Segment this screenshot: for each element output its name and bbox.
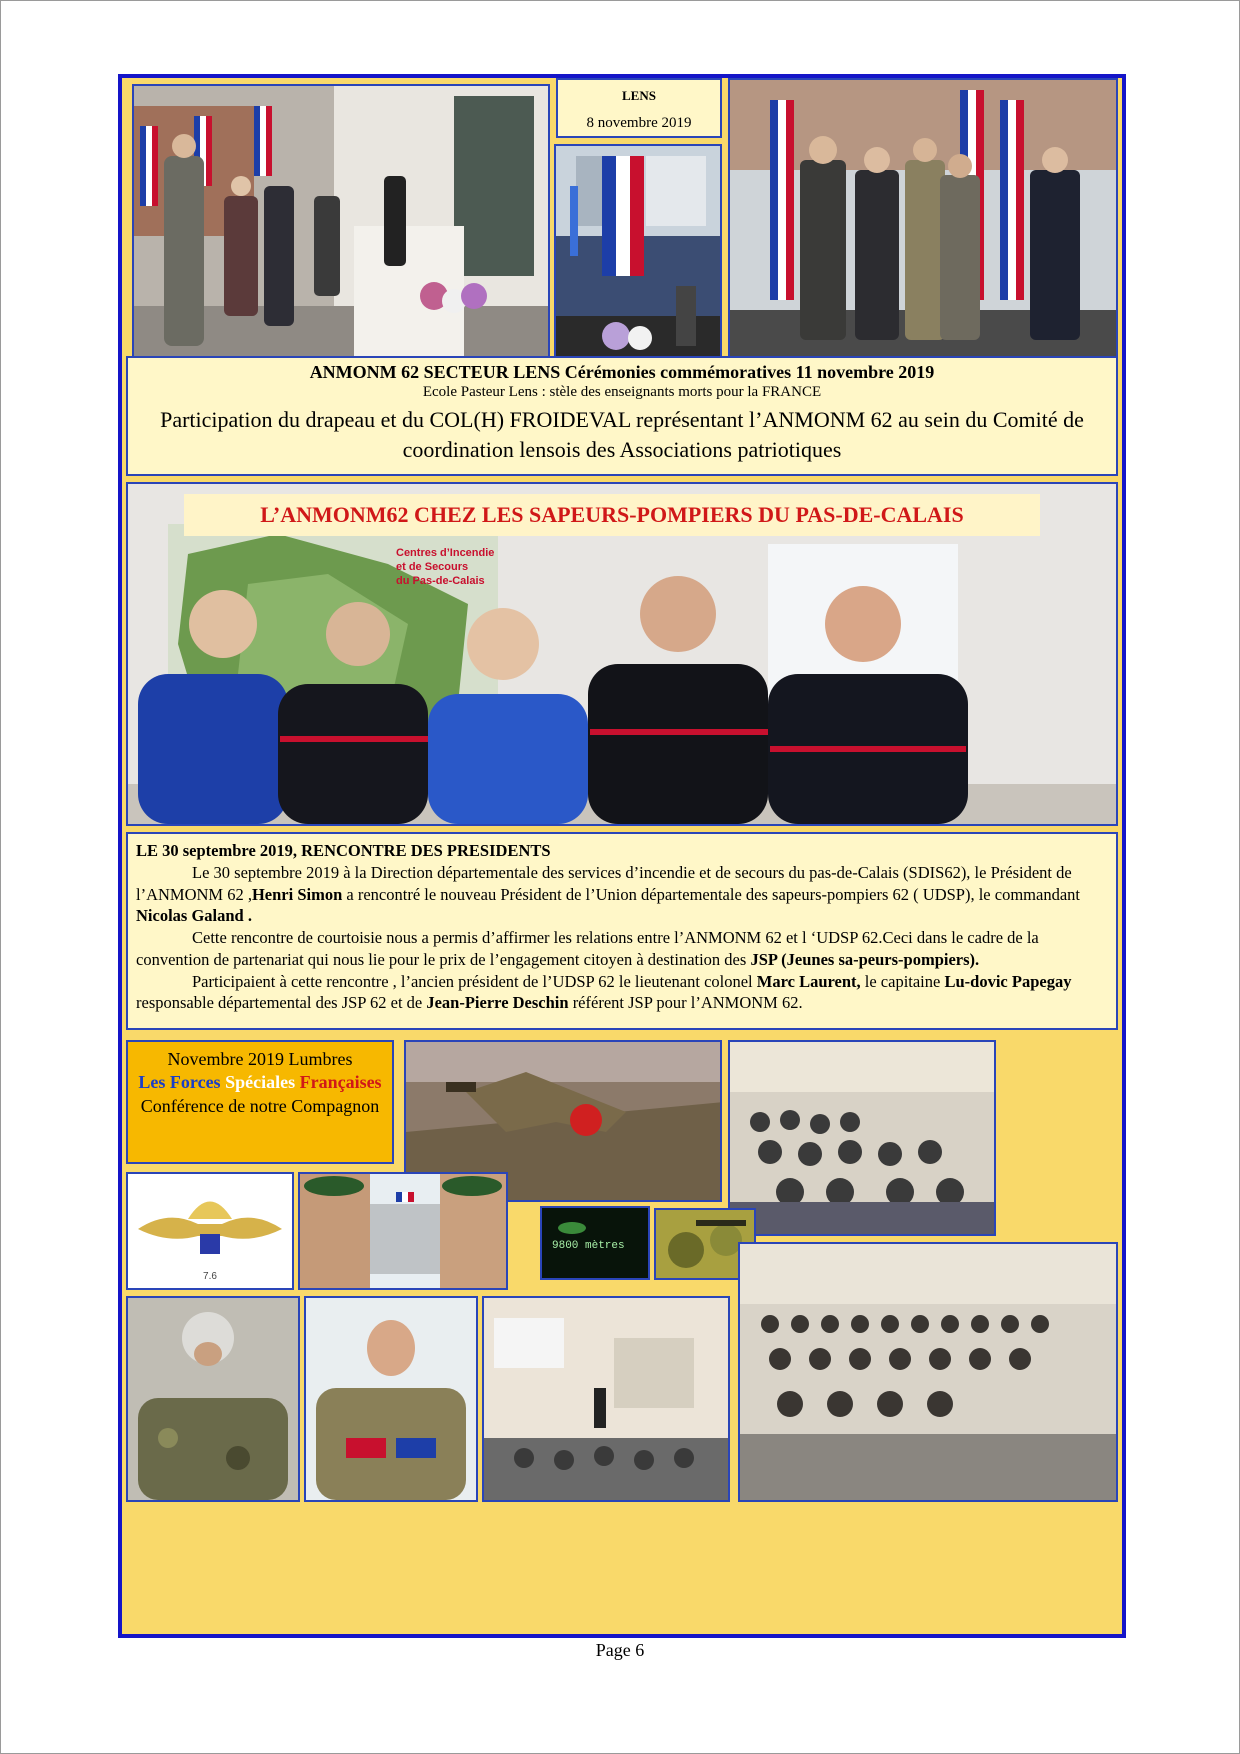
photo-audience-1 <box>728 1040 996 1236</box>
article-rencontre-presidents <box>126 832 1118 1030</box>
altitude-readout: 9800 mètres <box>552 1240 625 1252</box>
photo-general <box>304 1296 478 1502</box>
lumbres-title: Les Forces Spéciales Françaises <box>138 1072 382 1093</box>
map-title: Centres d’Incendie <box>396 547 495 559</box>
caption-title: ANMONM 62 SECTEUR LENS Cérémonies commémoratives 11 novembre 2019 <box>309 362 935 382</box>
article-paragraph-3: Participaient à cette rencontre , l’ancien président de l’UDSP 62 le lieutenant colonel Marc Laurent, le capitaine Lu-dovic Papegay responsable départemental des JSP 62 et de Jean-Pierre Deschin référent JSP pour l’ANMONM 62. <box>136 971 1072 1013</box>
article-paragraph-1: Le 30 septembre 2019 à la Direction départementale des services d’incendie et de secours du pas-de-Calais (SDIS62), le Président de l’ANMONM 62 ,Henri Simon a rencontré le nouveau Président de l’Union départementale des sapeurs-pompiers 62 ( UDSP), le commandant Nicolas Galand . <box>136 862 1080 926</box>
lumbres-caption <box>126 1040 394 1164</box>
photo-night-vision <box>540 1206 650 1280</box>
map-title-3: du Pas-de-Calais <box>396 575 485 587</box>
ceremony-caption <box>126 356 1118 476</box>
photo-pilot <box>126 1296 300 1502</box>
lumbres-conference: Conférence de notre Compagnon <box>140 1095 380 1116</box>
date-box <box>556 78 722 138</box>
caption-subtitle: Ecole Pasteur Lens : stèle des enseignants morts pour la FRANCE <box>422 384 822 400</box>
badge-number: 7.6 <box>203 1271 217 1282</box>
map-title-2: et de Secours <box>396 561 469 573</box>
photo-flags-hall <box>554 144 722 370</box>
caption-body: Participation du drapeau et du COL(H) FROIDEVAL représentant l’ANMONM 62 au sein du Comité de coordination lensois des Associations patriotiques <box>160 407 1084 462</box>
newsletter-frame <box>118 74 1126 1638</box>
article-paragraph-2: Cette rencontre de courtoisie nous a permis d’affirmer les relations entre l’ANMONM 62 et l ‘UDSP 62.Ceci dans le cadre de la convention de partenariat qui nous lie pour le prix de l’engagement citoyen à destination des JSP (Jeunes sa-peurs-pompiers). <box>136 928 1039 969</box>
photo-para-badge <box>126 1172 294 1290</box>
date-text: 8 novembre 2019 <box>586 114 692 131</box>
pompiers-banner: L’ANMONM62 CHEZ LES SAPEURS-POMPIERS DU PAS-DE-CALAIS <box>184 494 1040 536</box>
photo-conference-room <box>482 1296 730 1502</box>
photo-audience-2 <box>738 1242 1118 1502</box>
date-place: LENS <box>622 88 656 103</box>
lumbres-date: Novembre 2019 Lumbres <box>167 1049 353 1069</box>
article-title: LE 30 septembre 2019, RENCONTRE DES PRESIDENTS <box>136 841 551 860</box>
photo-sapeurs-pompiers-meeting <box>126 482 1118 826</box>
photo-commandos <box>298 1172 508 1290</box>
page-number: Page 6 <box>595 1640 645 1660</box>
photo-ceremony-stele <box>132 84 550 370</box>
photo-veterans-group <box>728 78 1118 370</box>
